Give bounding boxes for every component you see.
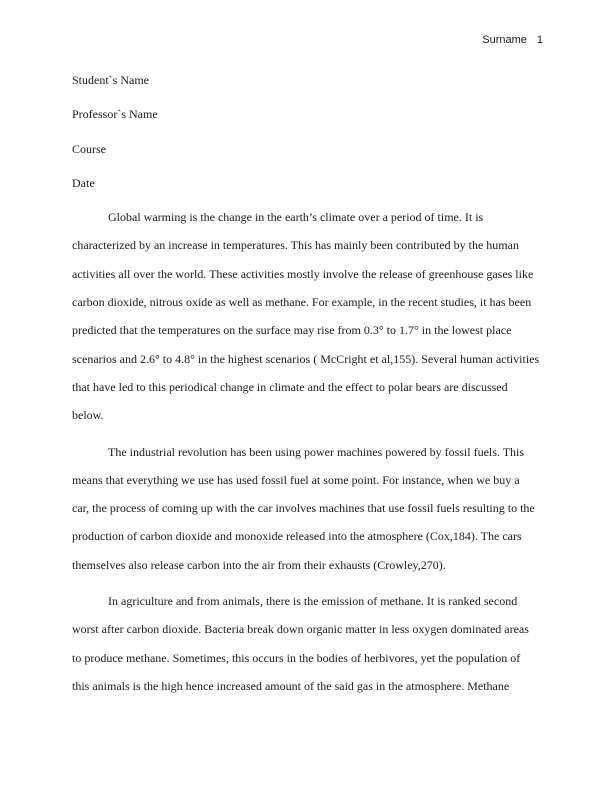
- text-line: The industrial revolution has been using power machines powered by fossil fuels. This: [108, 444, 525, 459]
- text-line: characterized by an increase in temperatures. This has mainly been contributed by the human: [72, 238, 519, 253]
- paragraph-2: [72, 438, 540, 579]
- text-line: scenarios and 2.6° to 4.8° in the highest scenarios ( McCright et al,155). Several human activities: [72, 351, 540, 366]
- text-line: car, the process of coming up with the car involves machines that use fossil fuels resulting to the: [72, 501, 535, 516]
- paragraph-1: [72, 203, 540, 429]
- text-line: predicted that the temperatures on the surface may rise from 0.3° to 1.7° in the lowest place: [72, 323, 512, 338]
- professor-name-line: Professor`s Name: [72, 107, 158, 122]
- paragraph-3: [72, 587, 540, 700]
- document-body: [72, 66, 540, 708]
- text-line: this animals is the high hence increased amount of the said gas in the atmosphere. Methane: [72, 678, 510, 693]
- running-header: [482, 34, 543, 47]
- course-line: Course: [72, 141, 106, 156]
- text-line: means that everything we use has used fossil fuel at some point. For instance, when we buy a: [72, 472, 520, 487]
- text-line: themselves also release carbon into the air from their exhausts (Crowley,270).: [72, 557, 446, 572]
- text-line: worst after carbon dioxide. Bacteria break down organic matter in less oxygen dominated areas: [72, 622, 529, 637]
- text-line: to produce methane. Sometimes, this occurs in the bodies of herbivores, yet the population of: [72, 650, 521, 665]
- student-name-line: Student`s Name: [72, 73, 149, 87]
- date-line: Date: [72, 175, 95, 190]
- text-line: below.: [72, 408, 104, 423]
- text-line: that have led to this periodical change in climate and the effect to polar bears are discussed: [72, 379, 508, 394]
- text-line: In agriculture and from animals, there is the emission of methane. It is ranked second: [108, 594, 518, 609]
- text-line: production of carbon dioxide and monoxide released into the atmosphere (Cox,184). The cars: [72, 529, 522, 544]
- text-line: activities all over the world. These activities mostly involve the release of greenhouse gases like: [72, 266, 534, 281]
- text-line: carbon dioxide, nitrous oxide as well as methane. For example, in the recent studies, it has been: [72, 295, 532, 310]
- text-line: Global warming is the change in the earth’s climate over a period of time. It is: [108, 210, 484, 225]
- header-surname: Surname: [482, 34, 527, 46]
- header-page-number: 1: [536, 34, 543, 46]
